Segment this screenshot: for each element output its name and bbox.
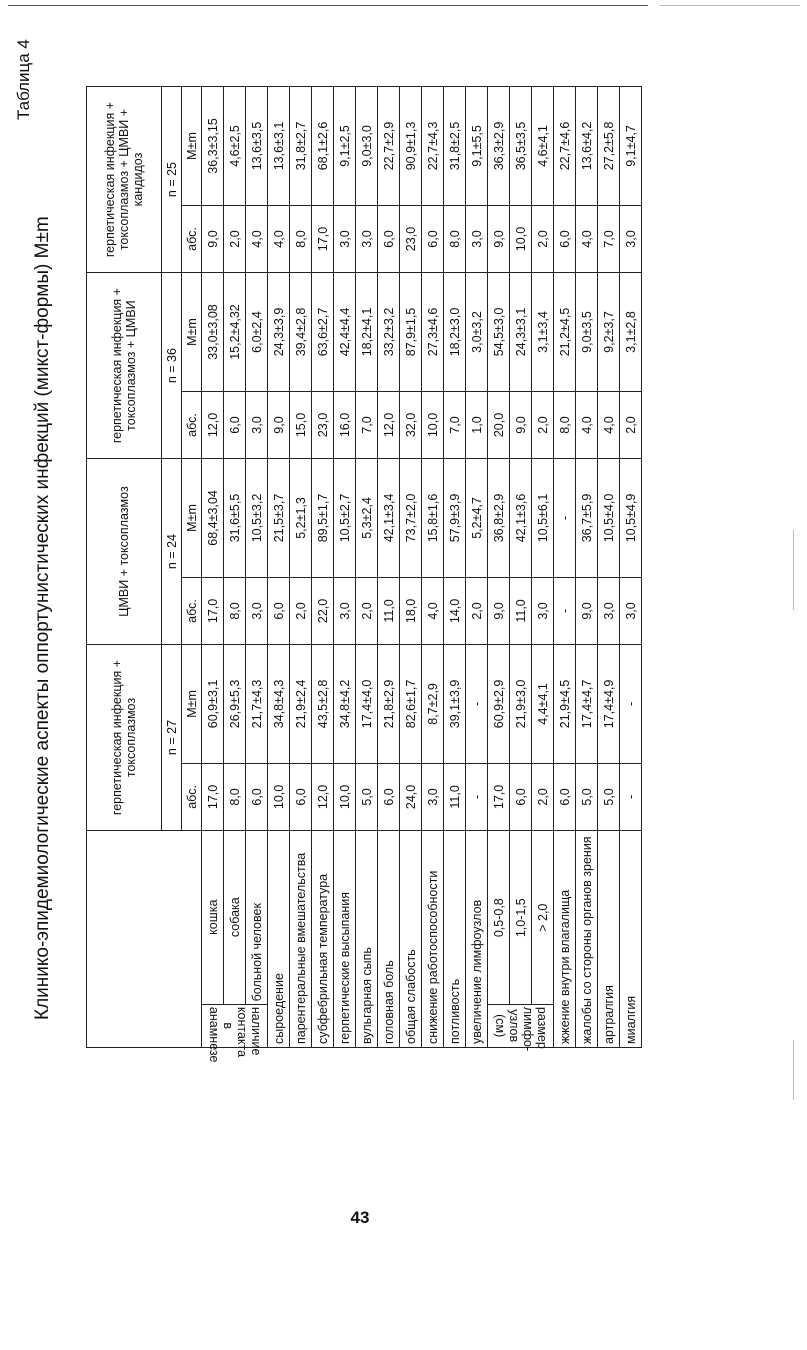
abs-value: 6,0 [554, 205, 576, 272]
table-row [312, 87, 334, 1048]
row-label: снижение работоспособности [422, 831, 444, 1048]
mean-value: 36,5±3,5 [510, 87, 532, 206]
mean-value: 17,4±4,0 [356, 645, 378, 764]
abs-value: 17,0 [202, 577, 224, 644]
abs-value: 6,0 [554, 763, 576, 830]
table-row [400, 87, 422, 1048]
abs-value: 4,0 [422, 577, 444, 644]
mean-value: 36,3±3,15 [202, 87, 224, 206]
mean-value: 57,9±3,9 [444, 459, 466, 578]
abs-value: 1,0 [466, 391, 488, 458]
abs-value: 7,0 [444, 391, 466, 458]
abs-value: 3,0 [598, 577, 620, 644]
mean-value: 17,4±4,9 [598, 645, 620, 764]
mean-value: 5,3±2,4 [356, 459, 378, 578]
abs-value: 2,0 [532, 205, 554, 272]
abs-value: 2,0 [532, 763, 554, 830]
table-row [620, 87, 642, 1048]
table-row [334, 87, 356, 1048]
abs-value: 24,0 [400, 763, 422, 830]
mean-value: 3,0±3,2 [466, 273, 488, 392]
mean-value: 18,2±3,0 [444, 273, 466, 392]
table-row [378, 87, 400, 1048]
mean-value: 31,6±5,5 [224, 459, 246, 578]
mean-value: 21,9±2,4 [290, 645, 312, 764]
abs-value: 18,0 [400, 577, 422, 644]
abs-value: 4,0 [576, 205, 598, 272]
abs-value: 9,0 [488, 577, 510, 644]
abs-value: 6,0 [224, 391, 246, 458]
mean-value: 22,7±4,6 [554, 87, 576, 206]
mean-value: 21,9±4,5 [554, 645, 576, 764]
table-row [554, 87, 576, 1048]
mean-value: - [466, 645, 488, 764]
abs-value: - [554, 577, 576, 644]
abs-value: 8,0 [224, 763, 246, 830]
mean-value: 27,2±5,8 [598, 87, 620, 206]
abs-value: 5,0 [576, 763, 598, 830]
mean-value: 21,7±4,3 [246, 645, 268, 764]
abs-value: 3,0 [620, 205, 642, 272]
mean-value: 9,0±3,5 [576, 273, 598, 392]
abs-value: 4,0 [576, 391, 598, 458]
abs-value: 7,0 [356, 391, 378, 458]
abs-value: 10,0 [422, 391, 444, 458]
col-mm: M±m [182, 273, 202, 392]
abs-value: 4,0 [246, 205, 268, 272]
mean-value: 13,6±3,5 [246, 87, 268, 206]
abs-value: 9,0 [202, 205, 224, 272]
row-label: увеличение лимфоузлов [466, 831, 488, 1048]
abs-value: 10,0 [268, 763, 290, 830]
table-label: Таблица 4 [14, 39, 33, 120]
mean-value: 18,2±4,1 [356, 273, 378, 392]
abs-value: 4,0 [598, 391, 620, 458]
abs-value: 12,0 [202, 391, 224, 458]
abs-value: 20,0 [488, 391, 510, 458]
header-corner [87, 831, 202, 1048]
abs-value: 9,0 [488, 205, 510, 272]
table-row [576, 87, 598, 1048]
mean-value: 4,6±2,5 [224, 87, 246, 206]
mean-value: 68,4±3,04 [202, 459, 224, 578]
mean-value: 3,1±2,8 [620, 273, 642, 392]
abs-value: 2,0 [356, 577, 378, 644]
col-abs: абс. [182, 391, 202, 458]
col-mm: M±m [182, 645, 202, 764]
table-row [488, 87, 510, 1048]
mean-value: 60,9±2,9 [488, 645, 510, 764]
abs-value: 14,0 [444, 577, 466, 644]
mean-value: 33,0±3,08 [202, 273, 224, 392]
abs-value: 3,0 [466, 205, 488, 272]
abs-value: 8,0 [444, 205, 466, 272]
abs-value: 22,0 [312, 577, 334, 644]
mean-value: 82,6±1,7 [400, 645, 422, 764]
abs-value: 3,0 [246, 577, 268, 644]
abs-value: 2,0 [532, 391, 554, 458]
col-abs: абс. [182, 763, 202, 830]
table-row [356, 87, 378, 1048]
abs-value: 10,0 [334, 763, 356, 830]
table-row [422, 87, 444, 1048]
abs-value: 5,0 [598, 763, 620, 830]
mean-value: 63,6±2,7 [312, 273, 334, 392]
abs-value: 3,0 [356, 205, 378, 272]
abs-value: 2,0 [620, 391, 642, 458]
abs-value: 3,0 [334, 205, 356, 272]
mean-value: 17,4±4,7 [576, 645, 598, 764]
mean-value: 33,2±3,2 [378, 273, 400, 392]
abs-value: 8,0 [224, 577, 246, 644]
abs-value: 17,0 [202, 763, 224, 830]
mean-value: 4,4±4,1 [532, 645, 554, 764]
col-abs: абс. [182, 577, 202, 644]
table-row [510, 87, 532, 1048]
abs-value: 17,0 [488, 763, 510, 830]
mean-value: 36,8±2,9 [488, 459, 510, 578]
abs-value: 6,0 [510, 763, 532, 830]
mean-value: 39,4±2,8 [290, 273, 312, 392]
abs-value: 23,0 [312, 391, 334, 458]
table-row [444, 87, 466, 1048]
mean-value: 10,5±4,0 [598, 459, 620, 578]
row-label: герпетические высыпания [334, 831, 356, 1048]
data-table [86, 86, 642, 1063]
mean-value: 21,9±3,0 [510, 645, 532, 764]
mean-value: - [620, 645, 642, 764]
mean-value: - [554, 459, 576, 578]
col-mm: M±m [182, 87, 202, 206]
abs-value: 2,0 [224, 205, 246, 272]
abs-value: 5,0 [356, 763, 378, 830]
abs-value: 8,0 [554, 391, 576, 458]
mean-value: 60,9±3,1 [202, 645, 224, 764]
mean-value: 87,9±1,5 [400, 273, 422, 392]
table-row [246, 87, 268, 1048]
group-header: ЦМВИ + токсоплазмоз [87, 459, 162, 645]
row-label: кошка [202, 831, 224, 1005]
mean-value: 10,5±6,1 [532, 459, 554, 578]
mean-value: 36,7±5,9 [576, 459, 598, 578]
abs-value: 2,0 [290, 577, 312, 644]
mean-value: 6,0±2,4 [246, 273, 268, 392]
row-label: жалобы со стороны органов зрения [576, 831, 598, 1048]
mean-value: 54,5±3,0 [488, 273, 510, 392]
mean-value: 42,1±3,6 [510, 459, 532, 578]
abs-value: 7,0 [598, 205, 620, 272]
mean-value: 31,8±2,5 [444, 87, 466, 206]
abs-value: 9,0 [510, 391, 532, 458]
row-label: 0,5-0,8 [488, 831, 510, 1005]
mean-value: 10,5±3,2 [246, 459, 268, 578]
mean-value: 42,1±3,4 [378, 459, 400, 578]
abs-value: 12,0 [312, 763, 334, 830]
table-row [466, 87, 488, 1048]
mean-value: 5,2±4,7 [466, 459, 488, 578]
abs-value: 15,0 [290, 391, 312, 458]
group-n: n = 27 [162, 645, 182, 831]
abs-value: 11,0 [378, 577, 400, 644]
mean-value: 24,3±3,9 [268, 273, 290, 392]
row-label: потливость [444, 831, 466, 1048]
contact-group-label: наличие контакта в анамнезе [202, 1005, 268, 1048]
abs-value: 8,0 [290, 205, 312, 272]
row-label: головная боль [378, 831, 400, 1048]
abs-value: 23,0 [400, 205, 422, 272]
group-header: герпетическая инфекция + токсоплазмоз + ЦМВИ + кандидоз [87, 87, 162, 273]
table-row [290, 87, 312, 1048]
mean-value: 13,6±3,1 [268, 87, 290, 206]
mean-value: 43,5±2,8 [312, 645, 334, 764]
abs-value: 12,0 [378, 391, 400, 458]
abs-value: 11,0 [510, 577, 532, 644]
mean-value: 24,3±3,1 [510, 273, 532, 392]
table-title: Клинико-эпидемиологические аспекты оппортунистических инфекций (микст-формы) M±m [32, 216, 53, 1020]
row-label: больной человек [246, 831, 268, 1005]
abs-value: 2,0 [466, 577, 488, 644]
mean-value: 10,5±4,9 [620, 459, 642, 578]
table-row [224, 87, 246, 1048]
mean-value: 15,2±4,32 [224, 273, 246, 392]
abs-value: 17,0 [312, 205, 334, 272]
mean-value: 89,5±1,7 [312, 459, 334, 578]
node-size-group-label: размер лимфо-узлов (см) [488, 1005, 554, 1048]
abs-value: 6,0 [268, 577, 290, 644]
mean-value: 10,5±2,7 [334, 459, 356, 578]
abs-value: 10,0 [510, 205, 532, 272]
mean-value: 4,6±4,1 [532, 87, 554, 206]
mean-value: 68,1±2,6 [312, 87, 334, 206]
mean-value: 9,0±3,0 [356, 87, 378, 206]
group-n: n = 36 [162, 273, 182, 459]
mean-value: 34,8±4,3 [268, 645, 290, 764]
abs-value: 9,0 [268, 391, 290, 458]
mean-value: 27,3±4,6 [422, 273, 444, 392]
abs-value: 9,0 [576, 577, 598, 644]
abs-value: 6,0 [246, 763, 268, 830]
mean-value: 8,7±2,9 [422, 645, 444, 764]
mean-value: 9,1±2,5 [334, 87, 356, 206]
mean-value: 73,7±2,0 [400, 459, 422, 578]
row-label: жжение внутри влагалища [554, 831, 576, 1048]
row-label: > 2,0 [532, 831, 554, 1005]
abs-value: - [620, 763, 642, 830]
abs-value: 3,0 [620, 577, 642, 644]
row-label: вульгарная сыпь [356, 831, 378, 1048]
abs-value: 32,0 [400, 391, 422, 458]
col-abs: абс. [182, 205, 202, 272]
mean-value: 9,2±3,7 [598, 273, 620, 392]
abs-value: - [466, 763, 488, 830]
group-n: n = 25 [162, 87, 182, 273]
mean-value: 13,6±4,2 [576, 87, 598, 206]
abs-value: 3,0 [532, 577, 554, 644]
mean-value: 90,9±1,3 [400, 87, 422, 206]
mean-value: 22,7±2,9 [378, 87, 400, 206]
mean-value: 26,9±5,3 [224, 645, 246, 764]
row-label: 1,0-1,5 [510, 831, 532, 1005]
mean-value: 21,8±2,9 [378, 645, 400, 764]
table-row [202, 87, 224, 1048]
table-row [268, 87, 290, 1048]
row-label: общая слабость [400, 831, 422, 1048]
group-n: n = 24 [162, 459, 182, 645]
mean-value: 22,7±4,3 [422, 87, 444, 206]
mean-value: 42,4±4,4 [334, 273, 356, 392]
mean-value: 34,8±4,2 [334, 645, 356, 764]
mean-value: 9,1±4,7 [620, 87, 642, 206]
row-label: миалгия [620, 831, 642, 1048]
mean-value: 21,2±4,5 [554, 273, 576, 392]
abs-value: 3,0 [422, 763, 444, 830]
mean-value: 31,8±2,7 [290, 87, 312, 206]
abs-value: 6,0 [290, 763, 312, 830]
page-number: 43 [350, 1208, 370, 1227]
row-label: парентеральные вмешательства [290, 831, 312, 1048]
mean-value: 3,1±3,4 [532, 273, 554, 392]
col-mm: M±m [182, 459, 202, 578]
row-label: субфебрильная температура [312, 831, 334, 1048]
group-header: герпетическая инфекция + токсоплазмоз + ЦМВИ [87, 273, 162, 459]
mean-value: 21,5±3,7 [268, 459, 290, 578]
abs-value: 4,0 [268, 205, 290, 272]
row-label: сыроедение [268, 831, 290, 1048]
row-label: собака [224, 831, 246, 1005]
abs-value: 11,0 [444, 763, 466, 830]
group-header: герпетическая инфекция + токсоплазмоз [87, 645, 162, 831]
mean-value: 9,1±5,5 [466, 87, 488, 206]
row-label: артралгия [598, 831, 620, 1048]
abs-value: 6,0 [422, 205, 444, 272]
abs-value: 16,0 [334, 391, 356, 458]
mean-value: 39,1±3,9 [444, 645, 466, 764]
mean-value: 15,8±1,6 [422, 459, 444, 578]
mean-value: 36,3±2,9 [488, 87, 510, 206]
table-row [532, 87, 554, 1048]
table-header-row [87, 87, 162, 1048]
abs-value: 3,0 [334, 577, 356, 644]
abs-value: 3,0 [246, 391, 268, 458]
abs-value: 6,0 [378, 205, 400, 272]
abs-value: 6,0 [378, 763, 400, 830]
table-row [598, 87, 620, 1048]
mean-value: 5,2±1,3 [290, 459, 312, 578]
